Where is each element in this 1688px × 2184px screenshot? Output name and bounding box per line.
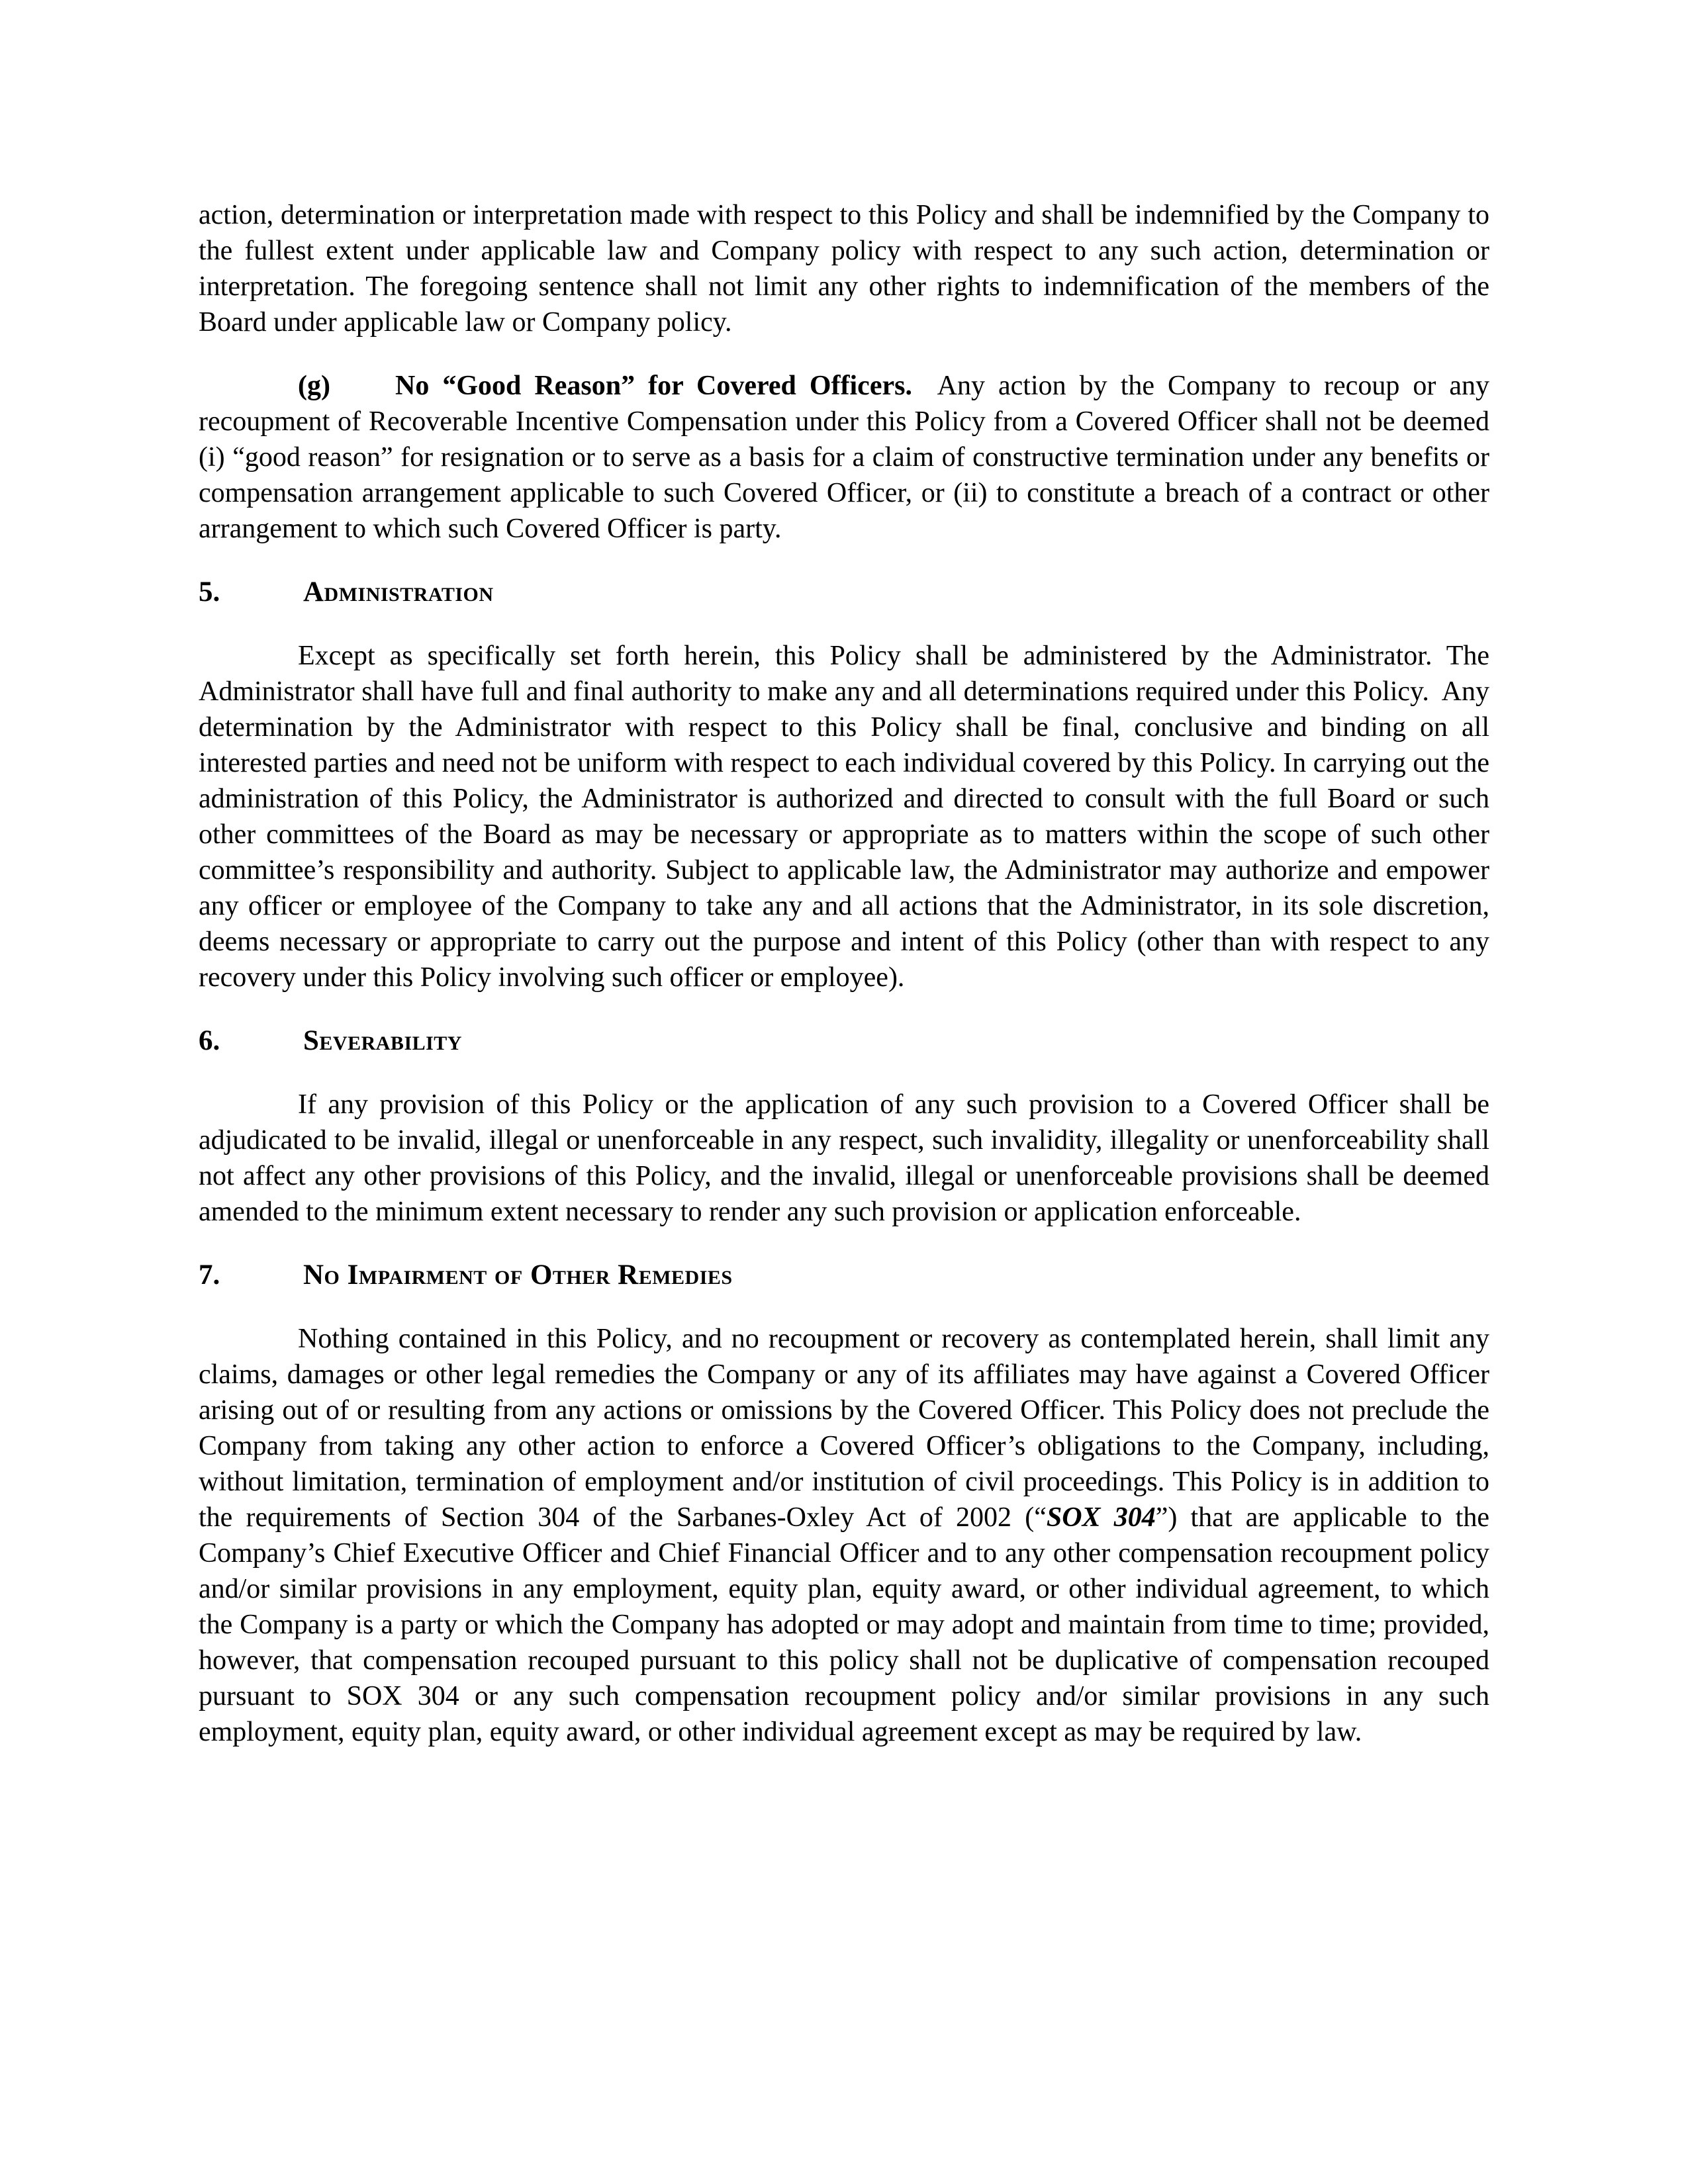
section-7-body xyxy=(199,1321,1489,1750)
section-7-title: No Impairment of Other Remedies xyxy=(303,1259,733,1291)
clause-g-paragraph xyxy=(199,368,1489,547)
section-5-title: Administration xyxy=(303,576,494,608)
section-6-number: 6. xyxy=(199,1025,220,1056)
clause-g-title: No “Good Reason” for Covered Officers. xyxy=(395,371,912,401)
sox-304-defined-term: SOX 304 xyxy=(1046,1502,1156,1533)
section-5-heading xyxy=(199,574,1489,610)
continuation-paragraph: action, determination or interpretation made with respect to this Policy and shall be indemnified by the Company to the fullest extent under applicable law and Company policy with respect to any such action, determination or interpretation. The foregoing sentence shall not limit any other rights to indemnification of the members of the Board under applicable law or Company policy. xyxy=(199,200,1489,338)
section-6-heading xyxy=(199,1023,1489,1059)
section-5-body: Except as specifically set forth herein, this Policy shall be administered by the Administrator. The Administrator shall have full and final authority to make any and all determinations required under this Policy. Any determination by the Administrator with respect to this Policy shall be final, conclusive and binding on all interested parties and need not be uniform with respect to each individual covered by this Policy. In carrying out the administration of this Policy, the Administrator is authorized and directed to consult with the full Board or such other committees of the Board as may be necessary or appropriate as to matters within the scope of such other committee’s responsibility and authority. Subject to applicable law, the Administrator may authorize and empower any officer or employee of the Company to take any and all actions that the Administrator, in its sole discretion, deems necessary or appropriate to carry out the purpose and intent of this Policy (other than with respect to any recovery under this Policy involving such officer or employee). xyxy=(199,641,1489,993)
section-6-body: If any provision of this Policy or the application of any such provision to a Covered Officer shall be adjudicated to be invalid, illegal or unenforceable in any respect, such invalidity, illegality or unenforceability shall not affect any other provisions of this Policy, and the invalid, illegal or unenforceable provisions shall be deemed amended to the minimum extent necessary to render any such provision or application enforceable. xyxy=(199,1089,1489,1227)
clause-g-text: Any action by the Company to recoup or any recoupment of Recoverable Incentive Compensation under this Policy from a Covered Officer shall not be deemed (i) “good reason” for resignation or to serve as a basis for a claim of constructive termination under any benefits or compensation arrangement applicable to such Covered Officer, or (ii) to constitute a breach of a contract or other arrangement to which such Covered Officer is party. xyxy=(199,371,1489,544)
section-6-title: Severability xyxy=(303,1025,462,1056)
section-7-text-before-sox: Nothing contained in this Policy, and no recoupment or recovery as contemplated herein, shall limit any claims, damages or other legal remedies the Company or any of its affiliates may have against a Covered Officer arising out of or resulting from any actions or omissions by the Covered Officer. This Policy does not preclude the Company from taking any other action to enforce a Covered Officer’s obligations to the Company, including, without limitation, termination of employment and/or institution of civil proceedings. This Policy is in addition to the requirements of Section 304 of the Sarbanes-Oxley Act of 2002 (“ xyxy=(199,1324,1489,1533)
clause-g-label: (g) xyxy=(298,371,330,401)
section-5-number: 5. xyxy=(199,576,220,608)
section-7-number: 7. xyxy=(199,1259,220,1291)
section-7-heading xyxy=(199,1257,1489,1293)
section-7-text-after-sox: ”) that are applicable to the Company’s Chief Executive Officer and Chief Financial Officer and to any other compensation recoupment policy and/or similar provisions in any employment, equity plan, equity award, or other individual agreement, to which the Company is a party or which the Company has adopted or may adopt and maintain from time to time; provided, however, that compensation recouped pursuant to this policy shall not be duplicative of compensation recouped pursuant to SOX 304 or any such compensation recoupment policy and/or similar provisions in any such employment, equity plan, equity award, or other individual agreement except as may be required by law. xyxy=(199,1502,1489,1747)
